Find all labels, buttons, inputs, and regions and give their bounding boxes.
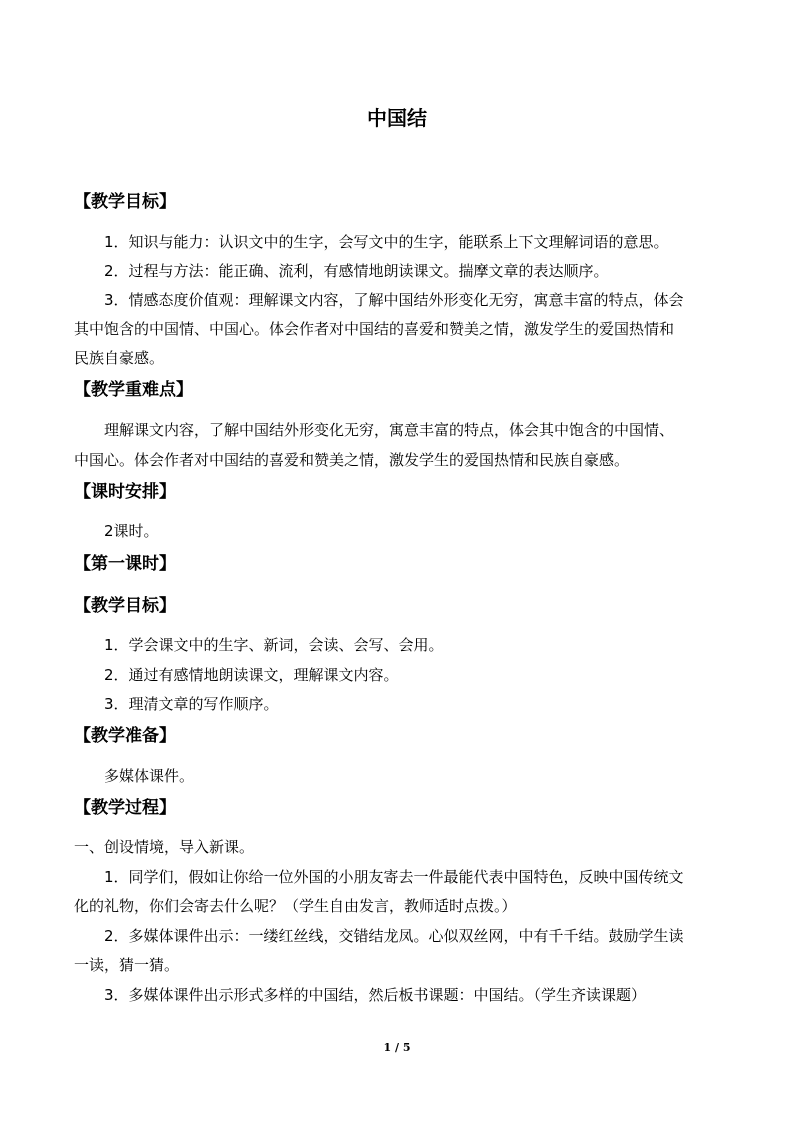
- process-subheading: 一、创设情境，导入新课。: [74, 838, 255, 856]
- lesson-goal-item-1: 1．学会课文中的生字、新词，会读、会写、会用。: [104, 636, 444, 654]
- heading-schedule: 【课时安排】: [74, 482, 176, 502]
- heading-key-points: 【教学重难点】: [74, 380, 193, 400]
- process-line-4: 一读，猜一猜。: [74, 956, 180, 974]
- heading-process: 【教学过程】: [74, 798, 176, 818]
- key-points-line-2: 中国心。体会作者对中国结的喜爱和赞美之情，激发学生的爱国热情和民族自豪感。: [74, 451, 630, 469]
- process-line-3: 2．多媒体课件出示：一缕红丝线，交错结龙凤。心似双丝网，中有千千结。鼓励学生读: [104, 927, 684, 945]
- heading-preparation: 【教学准备】: [74, 726, 176, 746]
- heading-lesson-one: 【第一课时】: [74, 554, 176, 574]
- goal-item-3: 3．情感态度价值观：理解课文内容，了解中国结外形变化无穷，寓意丰富的特点，体会: [104, 291, 684, 309]
- process-line-2: 化的礼物，你们会寄去什么呢？（学生自由发言，教师适时点拨。）: [74, 897, 517, 915]
- lesson-goal-item-2: 2．通过有感情地朗读课文，理解课文内容。: [104, 666, 399, 684]
- heading-teaching-goals-lesson: 【教学目标】: [74, 596, 176, 616]
- lesson-goal-item-3: 3．理清文章的写作顺序。: [104, 695, 279, 713]
- goal-item-1: 1．知识与能力：认识文中的生字，会写文中的生字，能联系上下文理解词语的意思。: [104, 233, 669, 251]
- process-line-5: 3．多媒体课件出示形式多样的中国结，然后板书课题：中国结。（学生齐读课题）: [104, 986, 647, 1004]
- goal-item-2: 2．过程与方法：能正确、流利，有感情地朗读课文。揣摩文章的表达顺序。: [104, 262, 609, 280]
- heading-teaching-goals: 【教学目标】: [74, 192, 176, 212]
- goal-item-3-cont-1: 其中饱含的中国情、中国心。体会作者对中国结的喜爱和赞美之情，激发学生的爱国热情和: [74, 320, 675, 338]
- key-points-line-1: 理解课文内容，了解中国结外形变化无穷，寓意丰富的特点，体会其中饱含的中国情、: [104, 421, 675, 439]
- schedule-text: 2课时。: [104, 522, 159, 540]
- goal-item-3-cont-2: 民族自豪感。: [74, 349, 165, 367]
- process-line-1: 1．同学们，假如让你给一位外国的小朋友寄去一件最能代表中国特色，反映中国传统文: [104, 868, 684, 886]
- document-title: 中国结: [367, 106, 427, 130]
- preparation-text: 多媒体课件。: [104, 767, 195, 785]
- page-indicator: 1 / 5: [383, 1041, 411, 1054]
